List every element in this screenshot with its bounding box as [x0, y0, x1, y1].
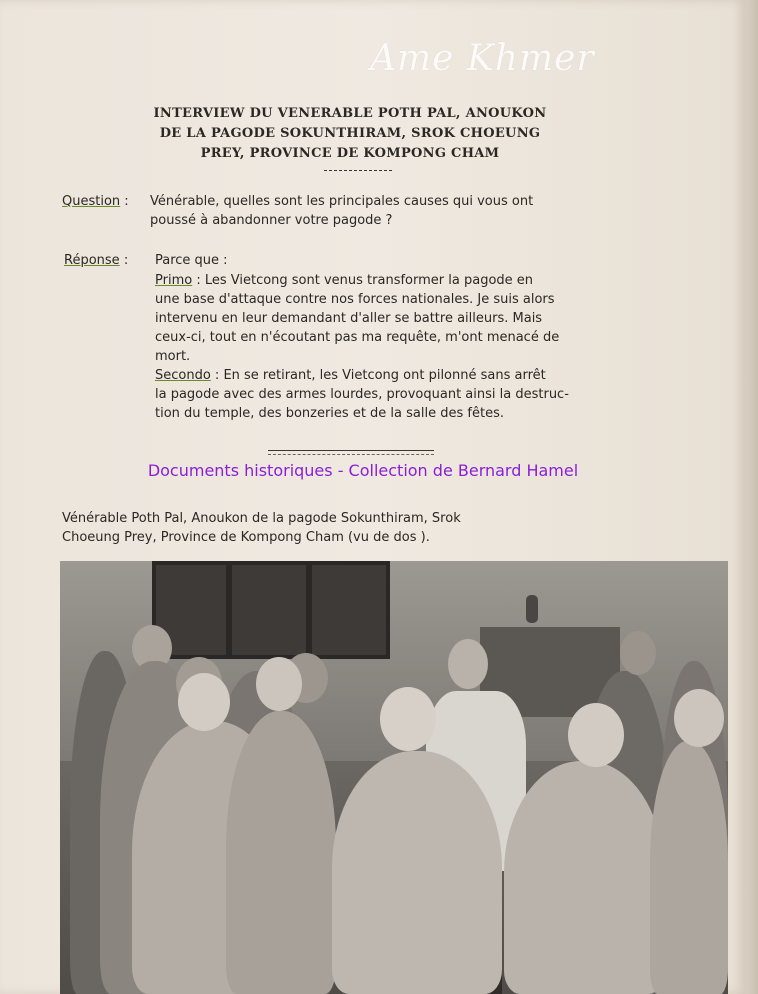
photo-monk-head: [674, 689, 724, 747]
photograph-monks: [60, 561, 728, 994]
reponse-intro: Parce que :: [155, 253, 228, 268]
question-label-text: Question: [62, 194, 121, 209]
page-edge: [746, 0, 758, 994]
photo-monk-head: [256, 657, 302, 711]
photo-monk-head: [178, 673, 230, 731]
question-label: [62, 194, 129, 209]
question-sep: :: [124, 194, 129, 209]
primo-line-3: intervenu en leur demandant d'aller se battre ailleurs. Mais: [155, 311, 543, 326]
photo-vase: [526, 595, 538, 623]
secondo-label: Secondo: [155, 368, 211, 383]
photo-monk-front: [650, 741, 728, 994]
title-line-2: DE LA PAGODE SOKUNTHIRAM, SROK CHOEUNG: [159, 126, 541, 141]
primo-line-1-text: : Les Vietcong sont venus transformer la pagode en: [192, 273, 534, 288]
watermark-logo: Ame Khmer: [370, 38, 595, 79]
secondo-line-1: [155, 366, 569, 385]
collection-note: Documents historiques - Collection de Bernard Hamel: [147, 461, 579, 480]
photo-caption: [62, 509, 461, 547]
reponse-sep: :: [123, 253, 129, 268]
primo-line-2: une base d'attaque contre nos forces nationales. Je suis alors: [155, 292, 555, 307]
section-divider-dashed: [268, 454, 434, 455]
reponse-secondo: [155, 366, 569, 423]
secondo-line-2: la pagode avec des armes lourdes, provoquant ainsi la destruc-: [155, 387, 569, 402]
photo-monk-front: [504, 761, 664, 994]
title-line-1: INTERVIEW DU VENERABLE POTH PAL, ANOUKON: [153, 106, 547, 121]
title-underline: [324, 170, 392, 171]
photo-monk-head: [380, 687, 436, 751]
secondo-line-3: tion du temple, des bonzeries et de la salle des fêtes.: [155, 406, 504, 421]
caption-line-1: Vénérable Poth Pal, Anoukon de la pagode Sokunthiram, Srok: [62, 511, 461, 526]
reponse-label: [64, 253, 128, 268]
primo-line-4: ceux-ci, tout en n'écoutant pas ma requête, m'ont menacé de: [155, 330, 560, 345]
reponse-primo: [155, 271, 559, 366]
primo-line-1: [155, 271, 559, 290]
caption-line-2: Choeung Prey, Province de Kompong Cham (vu de dos ).: [62, 530, 430, 545]
title-line-3: PREY, PROVINCE DE KOMPONG CHAM: [200, 146, 500, 161]
photo-window: [152, 561, 390, 659]
question-line-2: poussé à abandonner votre pagode ?: [150, 213, 393, 228]
section-divider: [268, 450, 434, 451]
primo-label: Primo: [155, 273, 193, 288]
question-line-1: Vénérable, quelles sont les principales causes qui vous ont: [150, 194, 534, 209]
photo-figure-head: [620, 631, 656, 675]
primo-line-5: mort.: [155, 349, 191, 364]
reponse-label-text: Réponse: [64, 253, 120, 268]
question-text: [150, 192, 533, 230]
photo-monk-front: [332, 751, 502, 994]
photo-monk-front: [226, 711, 336, 994]
document-title: [140, 104, 560, 164]
secondo-line-1-text: : En se retirant, les Vietcong ont pilonné sans arrêt: [210, 368, 546, 383]
photo-figure-head: [448, 639, 488, 689]
photo-monk-head: [568, 703, 624, 767]
